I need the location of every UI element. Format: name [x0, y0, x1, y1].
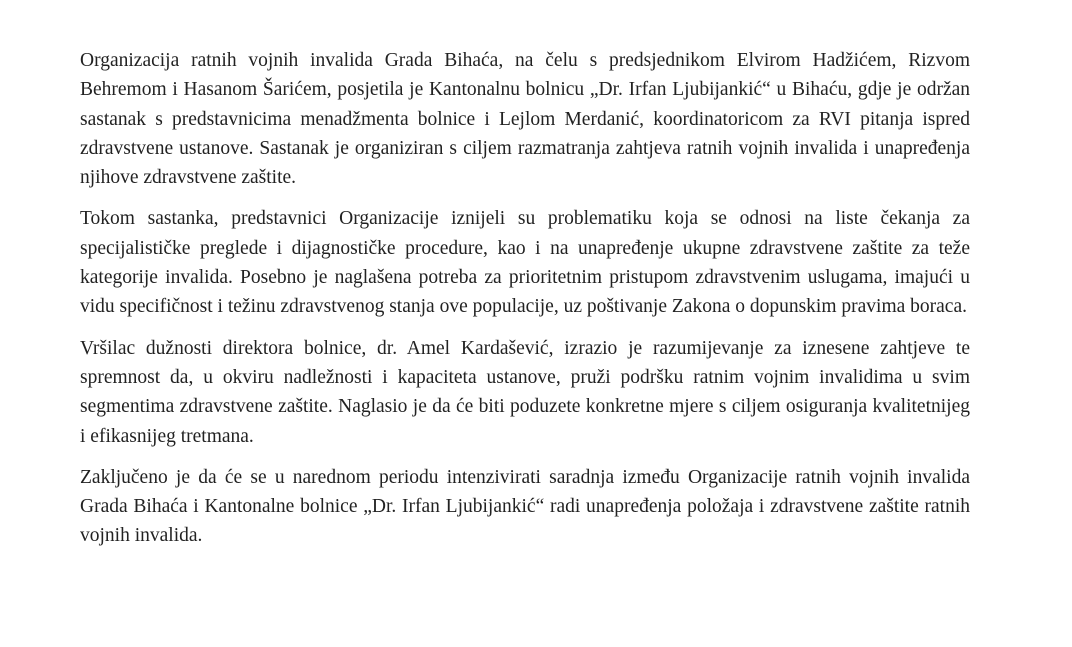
- paragraph-director-response: Vršilac dužnosti direktora bolnice, dr. Amel Kardašević, izrazio je razumijevanje za iznesene zahtjeve te spremnost da, u okviru nadležnosti i kapaciteta ustanove, pruži podršku ratnim vojnim invalidima u svim segmentima zdravstvene zaštite. Naglasio je da će biti poduzete konkretne mjere s ciljem osiguranja kvalitetnijeg i efikasnijeg tretmana.: [80, 337, 970, 447]
- paragraph-meeting-issues: Tokom sastanka, predstavnici Organizacije iznijeli su problematiku koja se odnosi na liste čekanja za specijalističke preglede i dijagnostičke procedure, kao i na unapređenje ukupne zdravstvene zaštite za teže kategorije invalida. Posebno je naglašena potreba za prioritetnim pristupom zdravstvenim uslugama, imajući u vidu specifičnost i težinu zdravstvenog stanja ove populacije, uz poštivanje Zakona o dopunskim pravima boraca.: [80, 208, 970, 318]
- article-body: [80, 46, 970, 563]
- paragraph-conclusion: Zaključeno je da će se u narednom periodu intenzivirati saradnja između Organizacije ratnih vojnih invalida Grada Bihaća i Kantonalne bolnice „Dr. Irfan Ljubijankić“ radi unapređenja položaja i zdravstvene zaštite ratnih vojnih invalida.: [80, 466, 970, 547]
- paragraph-visit: Organizacija ratnih vojnih invalida Grada Bihaća, na čelu s predsjednikom Elvirom Hadžićem, Rizvom Behremom i Hasanom Šarićem, posjetila je Kantonalnu bolnicu „Dr. Irfan Ljubijankić“ u Bihaću, gdje je održan sastanak s predstavnicima menadžmenta bolnice i Lejlom Merdanić, koordinatoricom za RVI pitanja ispred zdravstvene ustanove. Sastanak je organiziran s ciljem razmatranja zahtjeva ratnih vojnih invalida i unapređenja njihove zdravstvene zaštite.: [80, 50, 970, 189]
